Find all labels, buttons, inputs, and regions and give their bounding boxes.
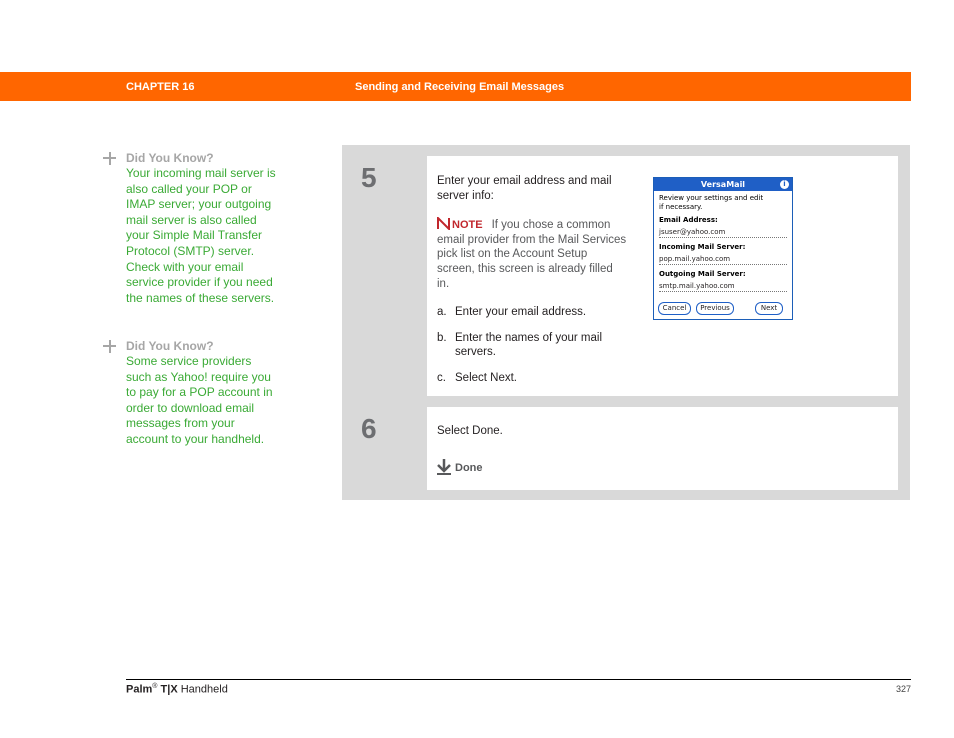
step-number: 6 — [361, 413, 377, 444]
note-block — [437, 217, 627, 291]
device-instructions: Review your settings and edit — [659, 194, 764, 202]
plus-icon — [103, 152, 116, 165]
device-cancel-button: Cancel — [658, 302, 691, 315]
did-you-know-tip-1 — [103, 151, 278, 306]
device-titlebar — [654, 178, 792, 191]
chapter-title: Sending and Receiving Email Messages — [355, 81, 565, 93]
device-next-button: Next — [755, 302, 783, 315]
step-number-column — [353, 156, 427, 396]
note-text: If you chose a common email provider from the Mail Services pick list on the Account Setup screen, this screen is already filled in. — [437, 219, 627, 290]
device-incoming-label: Incoming Mail Server: — [659, 243, 746, 251]
device-outgoing-label: Outgoing Mail Server: — [659, 270, 746, 278]
step-5 — [353, 156, 898, 396]
footer-reg-mark: ® — [152, 683, 158, 690]
list-marker: c. — [437, 371, 446, 384]
done-label: Done — [455, 462, 483, 474]
list-item — [437, 331, 627, 360]
tip-heading — [103, 151, 278, 166]
step-list — [437, 305, 627, 385]
device-outgoing-field: smtp.mail.yahoo.com — [659, 282, 787, 292]
footer-product — [126, 683, 228, 696]
did-you-know-tip-2 — [103, 339, 278, 448]
footer-brand: Palm — [126, 683, 153, 696]
info-icon: i — [780, 180, 789, 189]
tip-heading-text: Did You Know? — [126, 151, 214, 165]
device-title: VersaMail — [700, 180, 746, 189]
plus-icon — [103, 340, 116, 353]
list-text: Enter the names of your mail servers. — [455, 331, 603, 359]
list-text: Select Next. — [455, 371, 517, 384]
list-item — [437, 371, 627, 386]
done-arrow-icon — [437, 459, 451, 475]
tip-body: Your incoming mail server is also called your POP or IMAP server; your outgoing mail server is also called your Simple Mail Transfer Protocol (SMTP) server. Check with your email service provider if you need the names of these servers. — [126, 166, 276, 305]
step-intro: Enter your email address and mail server info: — [437, 175, 612, 202]
device-instructions: if necessary. — [659, 203, 703, 211]
tip-body: Some service providers such as Yahoo! require you to pay for a POP account in order to download email messages from your account to your handheld. — [126, 354, 273, 446]
tip-heading-text: Did You Know? — [126, 339, 214, 353]
step-intro: Select Done. — [437, 425, 503, 437]
note-icon — [437, 217, 450, 230]
chapter-header-bar — [0, 72, 911, 101]
list-item — [437, 305, 627, 320]
device-incoming-field: pop.mail.yahoo.com — [659, 255, 787, 265]
step-content — [437, 174, 627, 386]
device-previous-button: Previous — [696, 302, 734, 315]
footer-model: T|X — [160, 683, 178, 696]
footer-rule — [126, 679, 911, 680]
page-number: 327 — [895, 684, 911, 694]
tip-heading — [103, 339, 278, 354]
device-email-field: jsuser@yahoo.com — [659, 228, 787, 238]
versamail-screen-image — [653, 177, 793, 320]
list-marker: a. — [437, 306, 447, 319]
list-marker: b. — [437, 331, 447, 344]
step-6 — [353, 407, 898, 490]
list-text: Enter your email address. — [455, 306, 587, 319]
footer-suffix: Handheld — [180, 683, 228, 696]
done-marker — [437, 459, 483, 475]
device-email-label: Email Address: — [659, 216, 718, 224]
step-number-column — [353, 407, 427, 490]
chapter-label: CHAPTER 16 — [126, 81, 195, 93]
note-label: NOTE — [452, 219, 483, 232]
step-number: 5 — [361, 162, 377, 193]
